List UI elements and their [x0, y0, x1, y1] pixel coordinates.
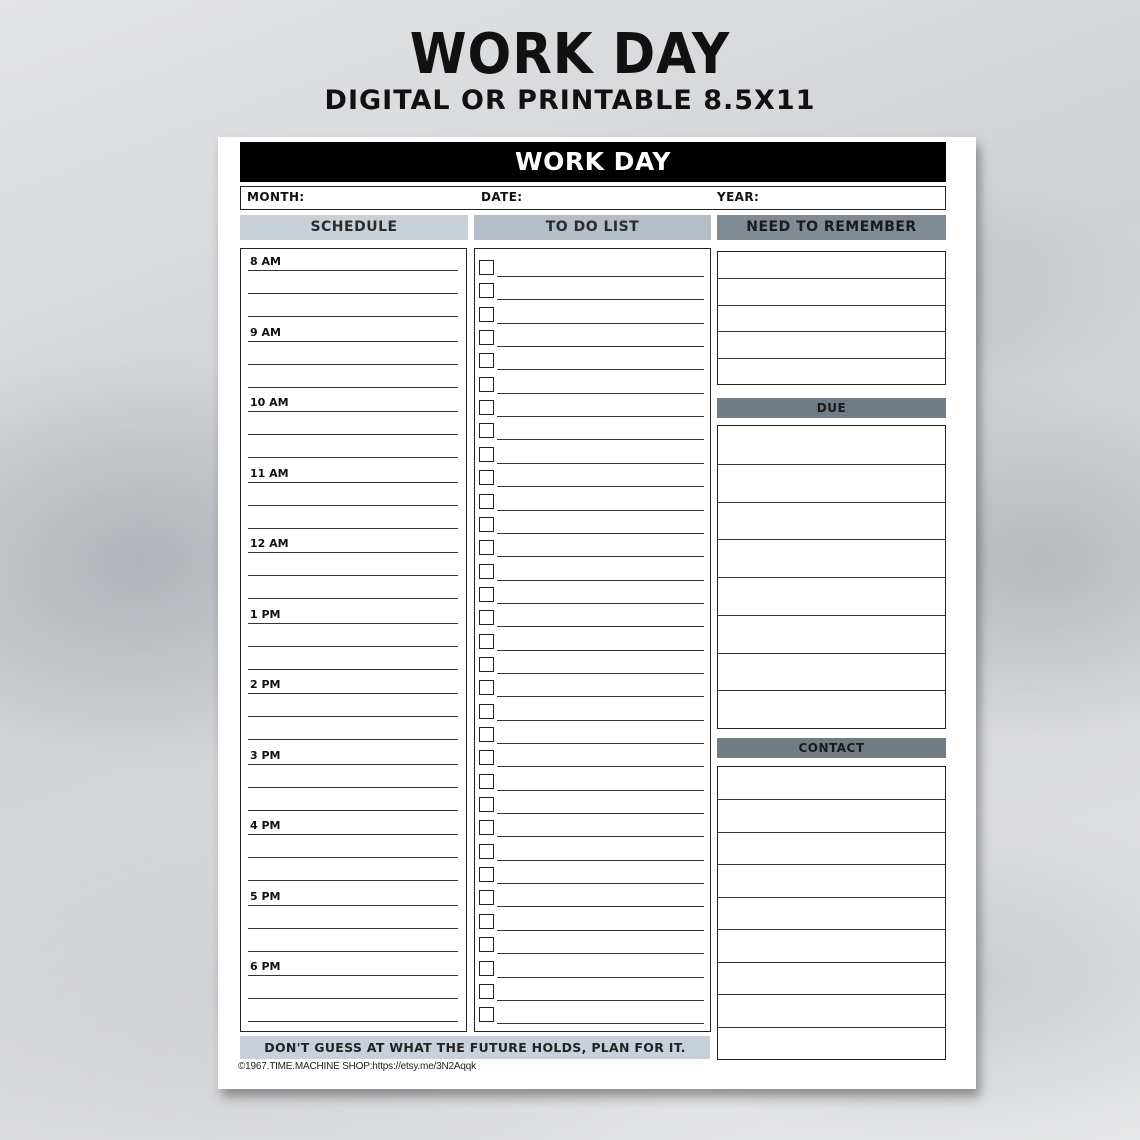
todo-line[interactable] [497, 439, 704, 440]
due-box [717, 425, 946, 729]
due-line[interactable] [718, 577, 945, 578]
todo-line[interactable] [497, 276, 704, 277]
todo-line[interactable] [497, 556, 704, 557]
todo-line[interactable] [497, 463, 704, 464]
schedule-time-label: 10 AM [250, 396, 289, 409]
schedule-line[interactable] [248, 857, 458, 858]
schedule-line[interactable] [248, 341, 458, 342]
contact-line[interactable] [718, 962, 945, 963]
todo-line[interactable] [497, 790, 704, 791]
schedule-line[interactable] [248, 693, 458, 694]
schedule-time-label: 1 PM [250, 607, 281, 621]
schedule-line[interactable] [248, 905, 458, 906]
schedule-line[interactable] [248, 505, 458, 506]
todo-row [479, 536, 704, 559]
contact-line[interactable] [718, 929, 945, 930]
todo-header: TO DO LIST [474, 215, 711, 240]
contact-line[interactable] [718, 994, 945, 995]
todo-row [479, 466, 704, 489]
todo-checkbox[interactable] [479, 423, 494, 438]
contact-box [717, 766, 946, 1060]
todo-checkbox[interactable] [479, 774, 494, 789]
todo-row [479, 606, 704, 629]
todo-row [479, 816, 704, 839]
todo-line[interactable] [497, 813, 704, 814]
remember-line[interactable] [718, 305, 945, 306]
schedule-line[interactable] [248, 411, 458, 412]
todo-checkbox[interactable] [479, 704, 494, 719]
todo-line[interactable] [497, 930, 704, 931]
schedule-line[interactable] [248, 880, 458, 881]
schedule-line[interactable] [248, 528, 458, 529]
todo-line[interactable] [497, 906, 704, 907]
schedule-line[interactable] [248, 482, 458, 483]
todo-row [479, 957, 704, 980]
todo-checkbox[interactable] [479, 937, 494, 952]
todo-row [479, 886, 704, 909]
todo-line[interactable] [497, 580, 704, 581]
todo-checkbox[interactable] [479, 517, 494, 532]
todo-line[interactable] [497, 486, 704, 487]
contact-line[interactable] [718, 897, 945, 898]
due-line[interactable] [718, 464, 945, 465]
todo-checkbox[interactable] [479, 750, 494, 765]
schedule-time-label: 4 PM [250, 819, 281, 832]
todo-checkbox[interactable] [479, 657, 494, 672]
todo-checkbox[interactable] [479, 984, 494, 999]
due-line[interactable] [718, 653, 945, 654]
contact-line[interactable] [718, 799, 945, 800]
todo-row [479, 910, 704, 933]
schedule-line[interactable] [248, 270, 458, 271]
remember-header: NEED TO REMEMBER [717, 215, 946, 240]
todo-checkbox[interactable] [479, 727, 494, 742]
schedule-line[interactable] [248, 834, 458, 835]
todo-row [479, 653, 704, 676]
todo-checkbox[interactable] [479, 961, 494, 976]
todo-line[interactable] [497, 346, 704, 347]
todo-box [474, 248, 711, 1032]
todo-row [479, 513, 704, 536]
schedule-line[interactable] [248, 623, 458, 624]
schedule-line[interactable] [248, 951, 458, 952]
schedule-line[interactable] [248, 787, 458, 788]
schedule-line[interactable] [248, 716, 458, 717]
todo-checkbox[interactable] [479, 353, 494, 368]
schedule-time-label: 5 PM [250, 889, 281, 903]
contact-line[interactable] [718, 864, 945, 865]
schedule-line[interactable] [248, 669, 458, 670]
schedule-line[interactable] [248, 646, 458, 647]
schedule-line[interactable] [248, 552, 458, 553]
todo-row [479, 1003, 704, 1026]
schedule-time-label: 2 PM [250, 678, 281, 691]
schedule-line[interactable] [248, 598, 458, 599]
todo-checkbox[interactable] [479, 820, 494, 835]
todo-checkbox[interactable] [479, 844, 494, 859]
todo-line[interactable] [497, 860, 704, 861]
schedule-time-label: 12 AM [250, 537, 289, 550]
todo-row [479, 840, 704, 863]
todo-checkbox[interactable] [479, 564, 494, 579]
todo-row [479, 396, 704, 419]
todo-line[interactable] [497, 510, 704, 511]
todo-line[interactable] [497, 603, 704, 604]
todo-line[interactable] [497, 977, 704, 978]
todo-row [479, 676, 704, 699]
schedule-line[interactable] [248, 364, 458, 365]
todo-row [479, 700, 704, 723]
due-line[interactable] [718, 690, 945, 691]
todo-row [479, 583, 704, 606]
todo-checkbox[interactable] [479, 680, 494, 695]
schedule-line[interactable] [248, 293, 458, 294]
schedule-line[interactable] [248, 739, 458, 740]
schedule-line[interactable] [248, 1021, 458, 1022]
schedule-line[interactable] [248, 810, 458, 811]
todo-row [479, 793, 704, 816]
todo-checkbox[interactable] [479, 330, 494, 345]
todo-row [479, 770, 704, 793]
todo-row [479, 630, 704, 653]
quote-bar: DON'T GUESS AT WHAT THE FUTURE HOLDS, PLAN FOR IT. [240, 1036, 710, 1059]
todo-line[interactable] [497, 766, 704, 767]
contact-line[interactable] [718, 1027, 945, 1028]
todo-checkbox[interactable] [479, 494, 494, 509]
todo-checkbox[interactable] [479, 377, 494, 392]
todo-line[interactable] [497, 673, 704, 674]
todo-line[interactable] [497, 416, 704, 417]
due-header: DUE [717, 398, 946, 418]
todo-checkbox[interactable] [479, 890, 494, 905]
schedule-time-label: 3 PM [250, 748, 281, 762]
schedule-line[interactable] [248, 316, 458, 317]
todo-checkbox[interactable] [479, 540, 494, 555]
banner-subtitle: DIGITAL OR PRINTABLE 8.5X11 [324, 85, 816, 116]
todo-line[interactable] [497, 836, 704, 837]
copyright-text: ©1967.TIME.MACHINE SHOP:https://etsy.me/3N2Aqqk [238, 1061, 476, 1072]
todo-checkbox[interactable] [479, 867, 494, 882]
todo-line[interactable] [497, 883, 704, 884]
todo-checkbox[interactable] [479, 470, 494, 485]
schedule-time-label: 9 AM [250, 325, 281, 339]
todo-checkbox[interactable] [479, 1007, 494, 1022]
due-line[interactable] [718, 502, 945, 503]
todo-line[interactable] [497, 323, 704, 324]
banner-title: WORK DAY [409, 22, 731, 87]
todo-line[interactable] [497, 393, 704, 394]
todo-row [479, 419, 704, 442]
todo-checkbox[interactable] [479, 283, 494, 298]
todo-row [479, 560, 704, 583]
todo-line[interactable] [497, 1023, 704, 1024]
schedule-box [240, 248, 467, 1032]
todo-checkbox[interactable] [479, 914, 494, 929]
todo-line[interactable] [497, 299, 704, 300]
contact-line[interactable] [718, 832, 945, 833]
todo-line[interactable] [497, 650, 704, 651]
todo-row [479, 303, 704, 326]
todo-row [479, 746, 704, 769]
due-line[interactable] [718, 539, 945, 540]
todo-line[interactable] [497, 720, 704, 721]
todo-row [479, 980, 704, 1003]
schedule-line[interactable] [248, 434, 458, 435]
todo-checkbox[interactable] [479, 610, 494, 625]
todo-checkbox[interactable] [479, 447, 494, 462]
todo-row [479, 443, 704, 466]
schedule-line[interactable] [248, 998, 458, 999]
schedule-time-label: 6 PM [250, 960, 281, 973]
date-bar [240, 186, 946, 210]
due-line[interactable] [718, 615, 945, 616]
todo-line[interactable] [497, 743, 704, 744]
schedule-line[interactable] [248, 764, 458, 765]
schedule-time-label: 8 AM [250, 255, 281, 268]
remember-box [717, 251, 946, 385]
todo-row [479, 279, 704, 302]
planner-sheet [218, 137, 976, 1089]
date-label: DATE: [481, 190, 523, 204]
todo-row [479, 723, 704, 746]
todo-checkbox[interactable] [479, 587, 494, 602]
todo-row [479, 933, 704, 956]
todo-checkbox[interactable] [479, 307, 494, 322]
todo-line[interactable] [497, 626, 704, 627]
schedule-line[interactable] [248, 575, 458, 576]
todo-line[interactable] [497, 953, 704, 954]
contact-header: CONTACT [717, 738, 946, 758]
year-label: YEAR: [717, 190, 760, 204]
remember-line[interactable] [718, 358, 945, 359]
todo-checkbox[interactable] [479, 634, 494, 649]
todo-line[interactable] [497, 1000, 704, 1001]
todo-row [479, 863, 704, 886]
schedule-line[interactable] [248, 975, 458, 976]
schedule-line[interactable] [248, 387, 458, 388]
todo-row [479, 326, 704, 349]
remember-line[interactable] [718, 278, 945, 279]
remember-line[interactable] [718, 331, 945, 332]
todo-line[interactable] [497, 533, 704, 534]
month-label: MONTH: [247, 190, 305, 204]
todo-line[interactable] [497, 369, 704, 370]
todo-row [479, 349, 704, 372]
schedule-line[interactable] [248, 457, 458, 458]
todo-row [479, 256, 704, 279]
sheet-title: WORK DAY [240, 142, 946, 182]
todo-row [479, 373, 704, 396]
todo-line[interactable] [497, 696, 704, 697]
schedule-time-label: 11 AM [250, 466, 289, 480]
todo-checkbox[interactable] [479, 260, 494, 275]
todo-checkbox[interactable] [479, 400, 494, 415]
schedule-header: SCHEDULE [240, 215, 468, 240]
todo-checkbox[interactable] [479, 797, 494, 812]
schedule-line[interactable] [248, 928, 458, 929]
todo-row [479, 490, 704, 513]
